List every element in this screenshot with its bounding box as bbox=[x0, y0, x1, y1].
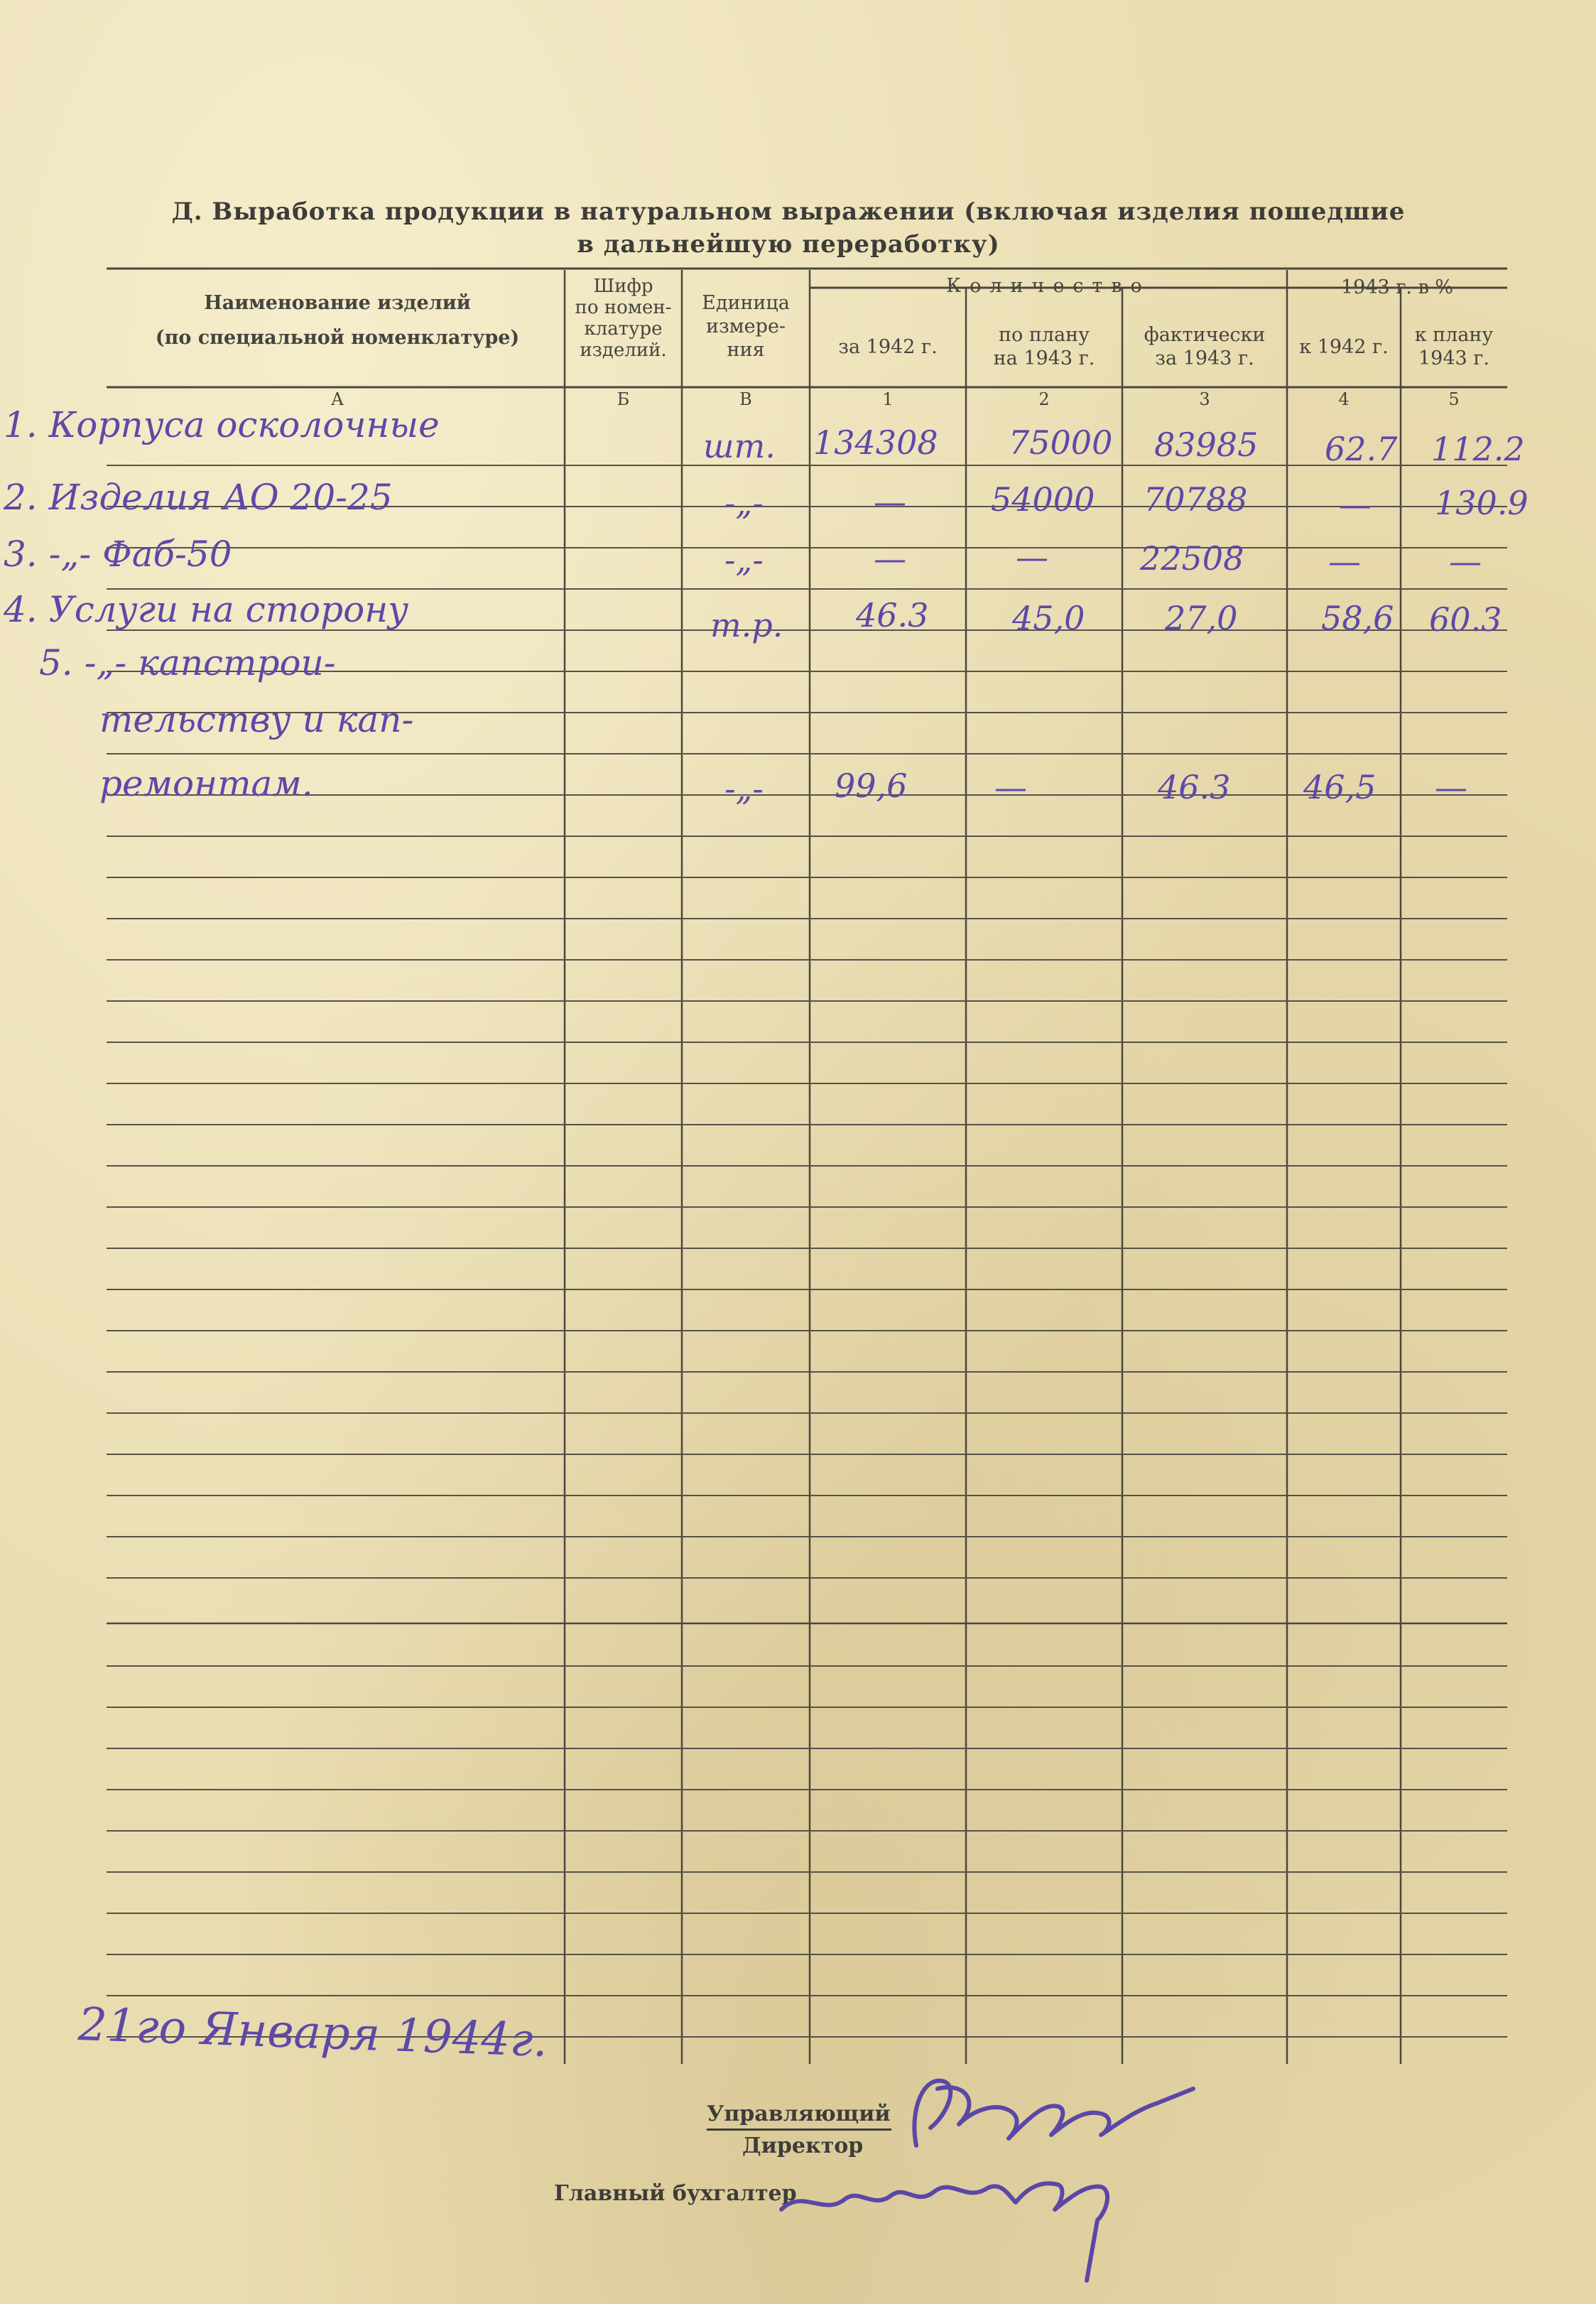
accountant-signature bbox=[774, 2146, 1172, 2295]
row-q1942: 134308 bbox=[813, 423, 938, 462]
row-unit: шт. bbox=[703, 427, 776, 465]
column-letter-5: 5 bbox=[1448, 389, 1460, 409]
chief-accountant-label: Главный бухгалтер bbox=[554, 2181, 797, 2206]
row-unit: -„- bbox=[724, 484, 764, 522]
column-letter-1: 1 bbox=[882, 389, 894, 409]
row-name: 1. Корпуса осколочные bbox=[4, 404, 440, 445]
header-unit: Единица измере- ния bbox=[702, 292, 790, 361]
row-q1942: 99,6 bbox=[835, 767, 908, 805]
column-letter-b: Б bbox=[617, 389, 630, 409]
header-p1942: к 1942 г. bbox=[1299, 336, 1389, 358]
column-separators bbox=[565, 270, 1401, 2064]
row-plan: 54000 bbox=[991, 480, 1095, 519]
row-unit: -„- bbox=[724, 541, 764, 579]
row-plan: 75000 bbox=[1009, 423, 1113, 462]
row-pplan: — bbox=[1449, 542, 1482, 580]
row-name-line1: 5. -„- капстрои- bbox=[39, 642, 336, 683]
row-pplan: 60.3 bbox=[1429, 600, 1502, 639]
column-letter-v: В bbox=[739, 389, 752, 409]
row-q1942: 46.3 bbox=[856, 596, 929, 634]
row-unit: -„- bbox=[724, 769, 764, 808]
row-pplan: — bbox=[1435, 768, 1467, 806]
manager-underline bbox=[707, 2129, 891, 2131]
manager-label: Управляющий bbox=[707, 2102, 891, 2126]
row-p1942: — bbox=[1339, 485, 1372, 524]
row-name: 2. Изделия АО 20-25 bbox=[4, 477, 393, 518]
row-p1942: 58,6 bbox=[1321, 599, 1394, 637]
header-cipher: Шифр по номен- клатуре изделий. bbox=[575, 276, 672, 361]
row-p1942: — bbox=[1328, 542, 1361, 580]
row-q1942: — bbox=[874, 539, 906, 578]
row-fact: 27,0 bbox=[1165, 599, 1238, 637]
form-title-line2: в дальнейшую переработку) bbox=[577, 230, 1000, 259]
row-name: 3. -„- Фаб-50 bbox=[4, 534, 232, 575]
header-quantity: Количество bbox=[946, 275, 1151, 297]
director-label: Директор bbox=[742, 2133, 864, 2158]
header-pplan: к плану 1943 г. bbox=[1414, 324, 1494, 369]
row-name-line3: ремонтам. bbox=[99, 763, 313, 804]
column-letter-3: 3 bbox=[1199, 389, 1210, 409]
row-fact: 46.3 bbox=[1158, 768, 1231, 806]
row-p1942: 62.7 bbox=[1325, 430, 1398, 468]
header-percent: 1943 г. в % bbox=[1340, 276, 1454, 298]
row-plan: — bbox=[994, 768, 1027, 806]
header-qplan: по плану на 1943 г. bbox=[993, 324, 1095, 369]
row-name: 4. Услуги на сторону bbox=[4, 589, 409, 630]
row-pplan: 130.9 bbox=[1435, 484, 1529, 522]
row-fact: 70788 bbox=[1144, 480, 1248, 519]
row-unit: т.р. bbox=[710, 606, 783, 644]
column-letter-2: 2 bbox=[1038, 389, 1050, 409]
row-plan: 45,0 bbox=[1012, 599, 1085, 637]
row-name-line2: тельству и кап- bbox=[99, 699, 414, 740]
row-p1942: 46,5 bbox=[1303, 768, 1377, 806]
column-letter-4: 4 bbox=[1338, 389, 1350, 409]
row-pplan: 112.2 bbox=[1431, 430, 1525, 468]
form-title-line1: Д. Выработка продукции в натуральном выражении (включая изделия пошедшие bbox=[171, 198, 1406, 226]
date-handwritten: 21го Января 1944г. bbox=[77, 1999, 549, 2068]
row-q1942: — bbox=[874, 482, 906, 521]
header-name: Наименование изделий (по специальной номенклатуре) bbox=[155, 292, 520, 349]
row-fact: 83985 bbox=[1154, 426, 1259, 464]
header-q1942: за 1942 г. bbox=[838, 336, 938, 358]
row-plan: — bbox=[1016, 538, 1048, 576]
header-qfact: фактически за 1943 г. bbox=[1144, 324, 1266, 369]
column-letter-a: А bbox=[330, 389, 344, 409]
row-fact: 22508 bbox=[1140, 539, 1244, 578]
